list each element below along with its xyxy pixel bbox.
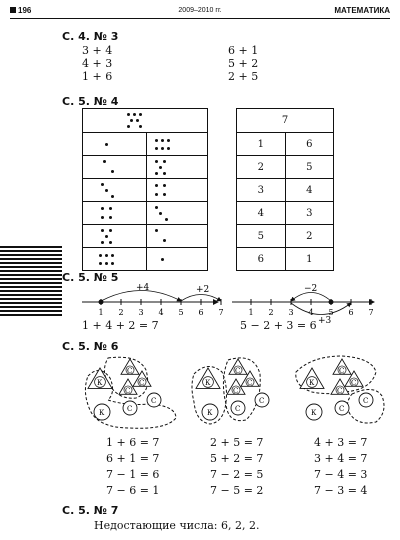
start-point-right [329,300,334,305]
shape-letter: К [311,409,317,417]
dot-cell [147,133,208,156]
section-title-s5-5: С. 5. № 5 [62,271,119,284]
dot-cell [83,248,147,271]
expr-line: 2 + 5 [228,70,259,83]
pair-a: 2 [237,156,286,179]
number-table [236,108,334,271]
pair-a: 4 [237,202,286,225]
pair-b: 3 [285,202,334,225]
tick-label: 7 [368,308,374,317]
shape-letter: С [151,397,157,405]
pair-b: 2 [285,225,334,248]
shape-letter: К [97,379,103,387]
tick-label: 6 [198,308,204,317]
tick-label: 2 [118,308,124,317]
section-title-s4-3: С. 4. № 3 [62,30,119,43]
shape-letter: С [127,367,133,375]
shape-letter: К [99,409,105,417]
arc-label: −2 [304,284,318,294]
shape-letter: С [339,367,345,375]
tick-label: 1 [98,308,104,317]
dot-table [82,108,208,271]
tick-label: 5 [328,308,334,317]
shape-letter: К [207,409,213,417]
tick-label: 4 [308,308,314,317]
tick-label: 1 [248,308,254,317]
pair-a: 3 [237,179,286,202]
shape-letter: С [351,379,357,387]
dot-cell [147,179,208,202]
pair-b: 6 [285,133,334,156]
equation-right: 5 − 2 + 3 = 6 [240,319,317,332]
section-title-s5-4: С. 5. № 4 [62,95,119,108]
section-title-s5-7: С. 5. № 7 [62,504,119,517]
side-stripes [0,246,62,318]
tick-label: 3 [288,308,294,317]
shape-letter: С [337,387,343,395]
pair-b: 4 [285,179,334,202]
shape-letter: С [127,405,133,413]
shape-letter: С [339,405,345,413]
shape-letter: С [363,397,369,405]
equation-line: 1 + 6 = 7 [106,436,160,449]
arc-label: +2 [196,285,210,295]
equation-line: 4 + 3 = 7 [314,436,368,449]
tick-label: 7 [218,308,224,317]
shape-letter: С [139,379,145,387]
dot-cell [83,225,147,248]
equation-line: 7 − 3 = 4 [314,484,368,497]
pair-b: 1 [285,248,334,271]
dot-cell [83,202,147,225]
expr-line: 4 + 3 [82,57,113,70]
equation-line: 7 − 2 = 5 [210,468,264,481]
expr-line: 1 + 6 [82,70,113,83]
tick-label: 3 [138,308,144,317]
expr-line: 3 + 4 [82,44,113,57]
page-number [10,6,31,15]
equation-line: 7 − 4 = 3 [314,468,368,481]
shape-letter: С [247,379,253,387]
arc-label: +4 [136,283,150,293]
shape-groups [80,350,390,430]
shape-letter: К [309,379,315,387]
equation-line: 6 + 1 = 7 [106,452,160,465]
equation-line: 7 − 1 = 6 [106,468,160,481]
shape-letter: С [235,405,241,413]
page-number-text: 196 [18,6,32,15]
dot-cell [83,156,147,179]
shape-letter: С [235,367,241,375]
equation-line: 5 + 2 = 7 [210,452,264,465]
subject: МАТЕМАТИКА [334,6,390,15]
equation-line: 7 − 5 = 2 [210,484,264,497]
pair-a: 6 [237,248,286,271]
equation-left: 1 + 4 + 2 = 7 [82,319,159,332]
equation-line: 3 + 4 = 7 [314,452,368,465]
expr-line: 6 + 1 [228,44,259,57]
expr-line: 5 + 2 [228,57,259,70]
arc-label: +3 [318,316,332,326]
equation-line: 2 + 5 = 7 [210,436,264,449]
shape-letter: С [125,387,131,395]
section-title-s5-6: С. 5. № 6 [62,340,119,353]
seven-cell: 7 [237,109,334,133]
dot-cell [147,202,208,225]
shape-letter: С [233,387,239,395]
shape-letter: К [205,379,211,387]
arc-right-2 [288,303,351,317]
tick-label: 4 [158,308,164,317]
pair-b: 5 [285,156,334,179]
pair-a: 5 [237,225,286,248]
tick-label: 2 [268,308,274,317]
equation-line: 7 − 6 = 1 [106,484,160,497]
answer-line: Недостающие числа: 6, 2, 2. [94,519,260,532]
pair-a: 1 [237,133,286,156]
page-header [10,6,390,19]
page-marker-icon [10,7,16,13]
dot-cell [83,179,147,202]
dot-cell [147,156,208,179]
tick-label: 6 [348,308,354,317]
dot-cell [147,248,208,271]
dot-cell-seven [83,109,208,133]
tick-label: 5 [178,308,184,317]
years: 2009–2010 гг. [178,7,222,14]
shape-letter: С [259,397,265,405]
dot-cell [83,133,147,156]
dot-cell [147,225,208,248]
